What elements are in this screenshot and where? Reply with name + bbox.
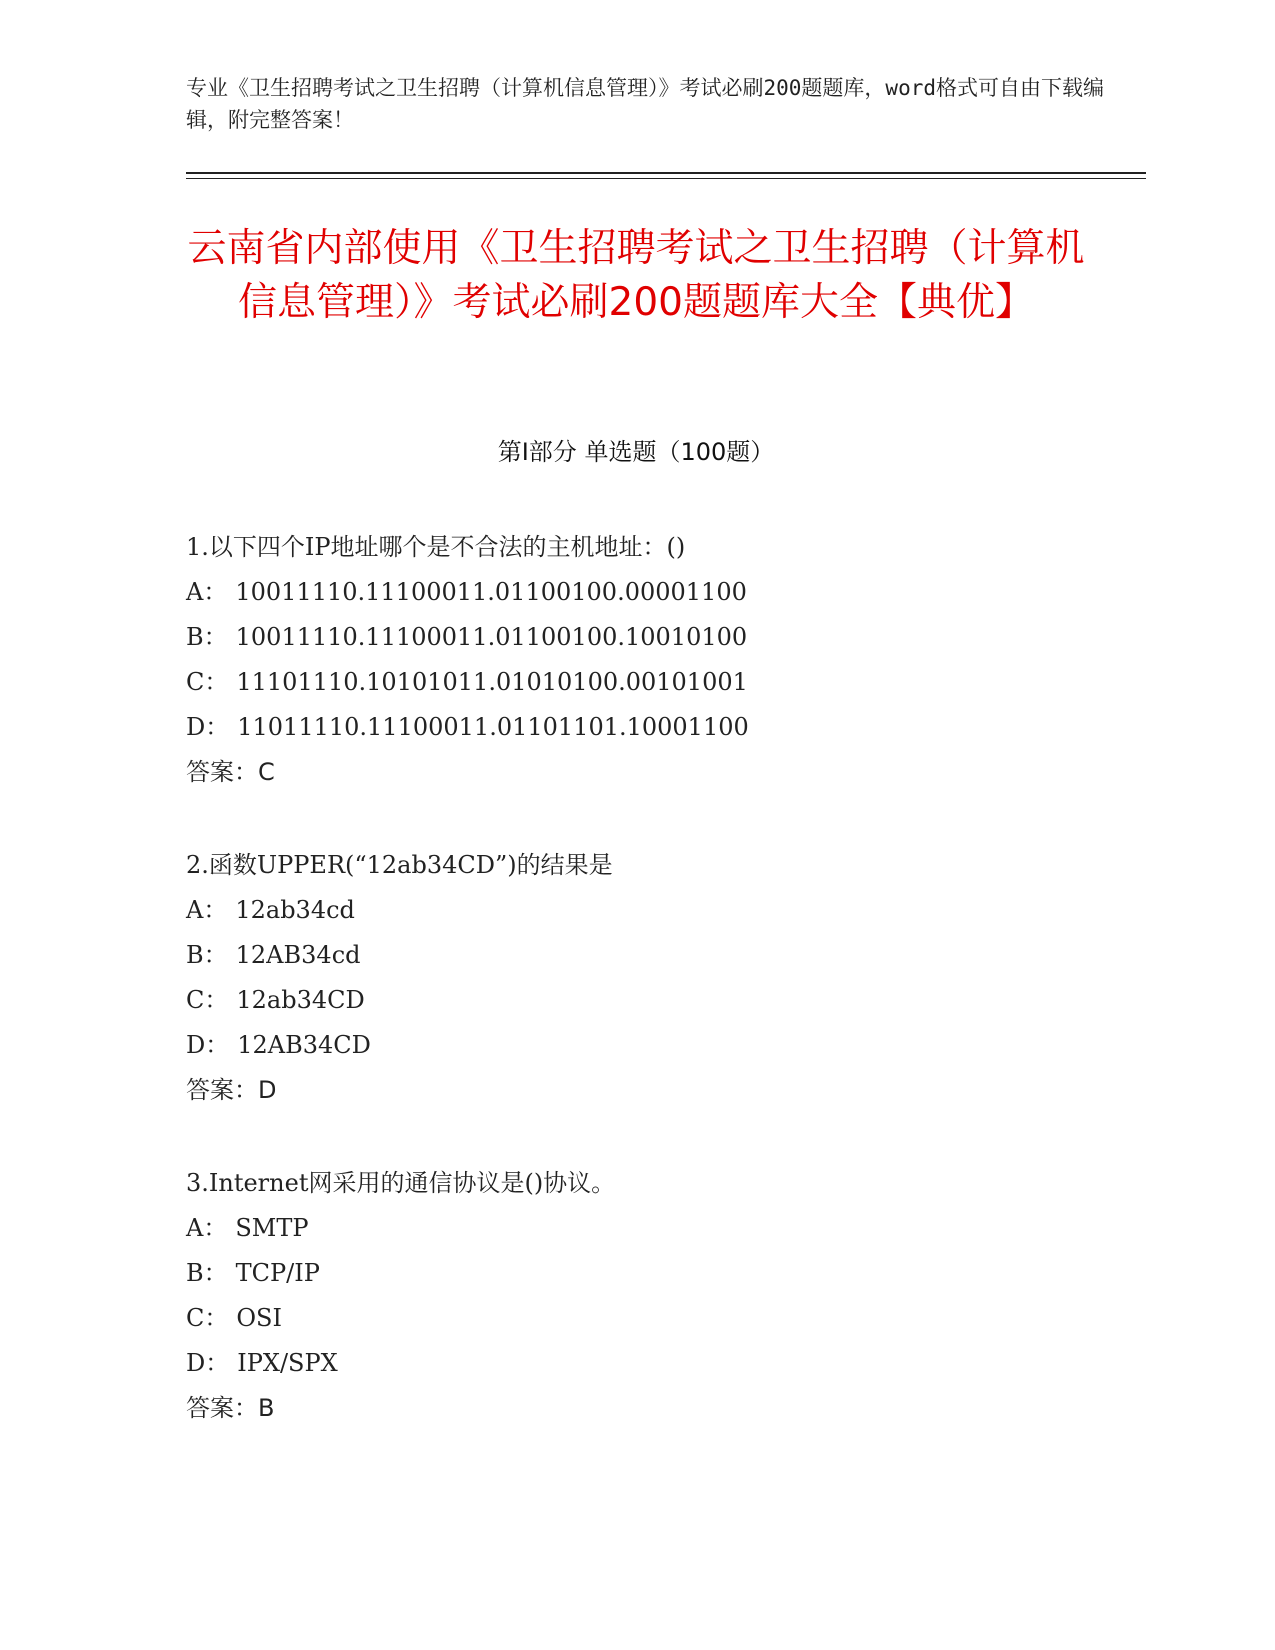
option-text: 12AB34cd	[235, 941, 361, 969]
option-letter: C：	[186, 1304, 229, 1332]
option-d	[186, 705, 1086, 750]
option-text: OSI	[236, 1304, 282, 1332]
option-text: 12ab34CD	[236, 986, 365, 1014]
option-letter: C：	[186, 668, 229, 696]
option-b	[186, 933, 1086, 978]
option-text: 10011110.11100011.01100100.00001100	[235, 578, 747, 606]
option-letter: A：	[186, 1214, 228, 1242]
option-a	[186, 570, 1086, 615]
option-c	[186, 978, 1086, 1023]
question-stem: 2.函数UPPER(“12ab34CD”)的结果是	[186, 851, 613, 879]
option-letter: B：	[186, 941, 228, 969]
option-letter: D：	[186, 713, 230, 741]
option-text: 12AB34CD	[237, 1031, 371, 1059]
option-letter: C：	[186, 986, 229, 1014]
option-text: 10011110.11100011.01100100.10010100	[235, 623, 748, 651]
option-a	[186, 888, 1086, 933]
option-text: 11101110.10101011.01010100.00101001	[236, 668, 748, 696]
answer-line: 答案：C	[186, 758, 275, 786]
answer-line: 答案：B	[186, 1394, 275, 1422]
question-stem: 1.以下四个IP地址哪个是不合法的主机地址：()	[186, 533, 686, 561]
option-d	[186, 1341, 1086, 1386]
option-text: SMTP	[235, 1214, 309, 1242]
option-c	[186, 660, 1086, 705]
option-text: IPX/SPX	[237, 1349, 338, 1377]
option-letter: A：	[186, 896, 228, 924]
option-letter: D：	[186, 1349, 230, 1377]
document-title: 云南省内部使用《卫生招聘考试之卫生招聘（计算机信息管理）》考试必刷200题题库大全【典优】	[187, 226, 1085, 325]
option-d	[186, 1023, 1086, 1068]
option-letter: A：	[186, 578, 228, 606]
option-a	[186, 1206, 1086, 1251]
option-letter: B：	[186, 1259, 228, 1287]
option-c	[186, 1296, 1086, 1341]
question-3	[186, 1161, 1086, 1431]
header-rule-thin	[186, 178, 1146, 179]
header-rule-thick	[186, 172, 1146, 174]
question-stem: 3.Internet网采用的通信协议是()协议。	[186, 1169, 616, 1197]
question-2	[186, 843, 1086, 1113]
section-title: 第Ⅰ部分 单选题（100题）	[497, 438, 775, 466]
header-note: 专业《卫生招聘考试之卫生招聘（计算机信息管理）》考试必刷200题题库，word格式可自由下载编辑，附完整答案！	[186, 76, 1104, 132]
option-b	[186, 1251, 1086, 1296]
answer-line: 答案：D	[186, 1076, 277, 1104]
option-letter: D：	[186, 1031, 230, 1059]
option-text: TCP/IP	[235, 1259, 320, 1287]
option-text: 11011110.11100011.01101101.10001100	[237, 713, 749, 741]
option-b	[186, 615, 1086, 660]
option-letter: B：	[186, 623, 228, 651]
question-1	[186, 525, 1086, 795]
option-text: 12ab34cd	[235, 896, 355, 924]
